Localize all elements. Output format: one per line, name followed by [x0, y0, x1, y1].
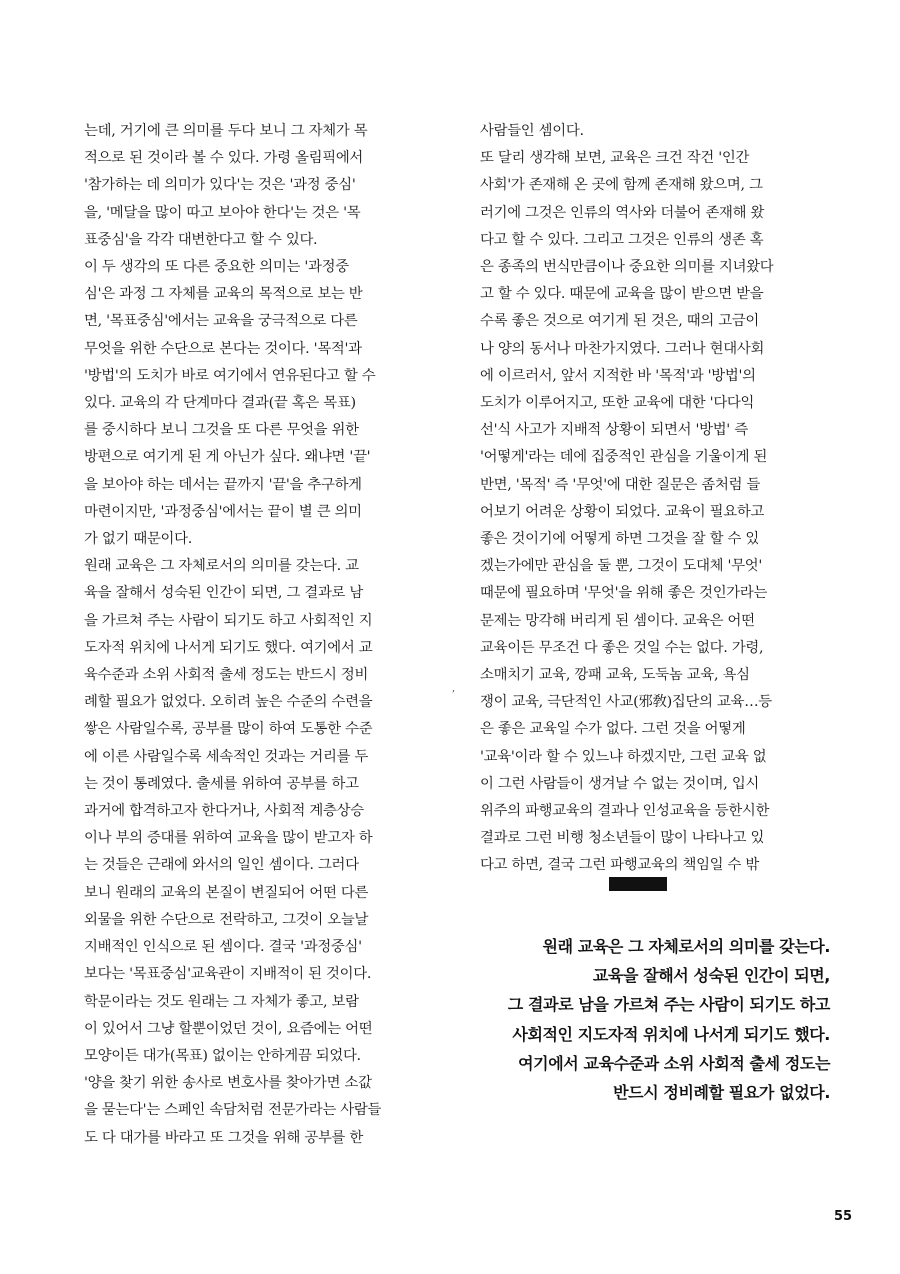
text-line: 는데, 거기에 큰 의미를 두다 보니 그 자체가 목	[84, 123, 368, 139]
text-line: 도 다 대가를 바라고 또 그것을 위해 공부를 한	[84, 1129, 364, 1146]
text-line: 는 것들은 근래에 와서의 일인 셈이다. 그러다	[84, 857, 359, 874]
text-line: 모양이든 대가(목표) 없이는 안하게끔 되었다.	[84, 1047, 361, 1064]
pull-quote-line: 원래 교육은 그 자체로서의 의미를 갖는다.	[542, 937, 830, 956]
pull-quote-line: 여기에서 교육수준과 소위 사회적 출세 정도는	[518, 1053, 830, 1073]
text-line: 무엇을 위한 수단으로 본다는 것이다. '목적'과	[84, 340, 362, 357]
text-line: 에 이른 사람일수록 세속적인 것과는 거리를 두	[84, 748, 369, 765]
text-line: 좋은 것이기에 어떻게 하면 그것을 잘 할 수 있	[480, 531, 760, 548]
text-line: 은 좋은 교육일 수가 없다. 그런 것을 어떻게	[480, 721, 746, 738]
text-line: 육수준과 소위 사회적 출세 정도는 반드시 정비	[84, 667, 369, 684]
text-line: 고 할 수 있다. 때문에 교육을 많이 받으면 받을	[480, 286, 764, 303]
text-line: 보니 원래의 교육의 본질이 변질되어 어떤 다른	[84, 884, 369, 901]
text-line: 지배적인 인식으로 된 셈이다. 결국 '과정중심'	[84, 939, 362, 956]
text-line: 를 중시하다 보니 그것을 또 다른 무엇을 위한	[84, 422, 359, 439]
text-line: '교육'이라 할 수 있느냐 하겠지만, 그런 교육 없	[480, 748, 767, 765]
text-line: 과거에 합격하고자 한다거나, 사회적 계층상승	[84, 803, 364, 820]
text-line: 문제는 망각해 버리게 된 셈이다. 교육은 어떤	[480, 612, 755, 629]
pull-quote	[450, 932, 830, 1107]
text-line: 마련이지만, '과정중심'에서는 끝이 별 큰 의미	[84, 503, 362, 520]
text-line: 이나 부의 증대를 위하여 교육을 많이 받고자 하	[84, 830, 373, 847]
text-line: 에 이르러서, 앞서 지적한 바 '목적'과 '방법'의	[480, 367, 756, 384]
pull-quote-line: 그 결과로 남을 가르쳐 주는 사람이 되기도 하고	[507, 995, 830, 1015]
text-line: 소매치기 교육, 깡패 교육, 도둑놈 교육, 욕심	[480, 667, 750, 684]
text-line: 위주의 파행교육의 결과나 인성교육을 등한시한	[480, 803, 770, 820]
text-line: 때문에 필요하며 '무엇'을 위해 좋은 것인가라는	[480, 585, 768, 602]
text-line: 반면, '목적' 즉 '무엇'에 대한 질문은 좀처럼 들	[480, 476, 761, 493]
text-line: 쌓은 사람일수록, 공부를 많이 하여 도통한 수준	[84, 721, 373, 738]
text-line: 학문이라는 것도 원래는 그 자체가 좋고, 보람	[84, 993, 359, 1010]
text-line: 은 종족의 번식만큼이나 중요한 의미를 지녀왔다	[480, 259, 774, 276]
text-line: 다고 할 수 있다. 그리고 그것은 인류의 생존 혹	[480, 231, 764, 248]
text-line: 방편으로 여기게 된 게 아닌가 싶다. 왜냐면 '끝'	[84, 449, 371, 466]
text-line: 사회'가 존재해 온 곳에 함께 존재해 왔으며, 그	[480, 177, 763, 194]
text-line: 심'은 과정 그 자체를 교육의 목적으로 보는 반	[84, 286, 363, 303]
text-line: 러기에 그것은 인류의 역사와 더불어 존재해 왔	[480, 204, 765, 221]
text-line: 도자적 위치에 나서게 되기도 했다. 여기에서 교	[84, 639, 373, 656]
text-line: 어보기 어려운 상황이 되었다. 교육이 필요하고	[480, 503, 765, 520]
text-line: 또 달리 생각해 보면, 교육은 크건 작건 '인간	[480, 150, 750, 167]
right-text-column	[480, 118, 832, 880]
text-line: 원래 교육은 그 자체로서의 의미를 갖는다. 교	[84, 558, 359, 575]
text-line: '어떻게'라는 데에 집중적인 관심을 기울이게 된	[480, 449, 768, 466]
text-line: '양을 찾기 위한 송사로 변호사를 찾아가면 소값	[84, 1075, 372, 1092]
text-line: 쟁이 교육, 극단적인 사교(邪敎)집단의 교육…등	[480, 694, 772, 711]
text-line: 을, '메달을 많이 따고 보아야 한다'는 것은 '목	[84, 204, 361, 221]
text-line: 겠는가에만 관심을 둘 뿐, 그것이 도대체 '무엇'	[480, 558, 763, 575]
text-line: 사람들인 셈이다.	[480, 123, 584, 139]
text-line: 결과로 그런 비행 청소년들이 많이 나타나고 있	[480, 830, 765, 847]
text-line: 이 있어서 그냥 할뿐이었던 것이, 요즘에는 어떤	[84, 1020, 373, 1037]
text-line: 을 가르쳐 주는 사람이 되기도 하고 사회적인 지	[84, 612, 373, 629]
text-line: 적으로 된 것이라 볼 수 있다. 가령 올림픽에서	[84, 150, 364, 167]
text-line: 선'식 사고가 지배적 상황이 되면서 '방법' 즉	[480, 422, 748, 439]
pull-quote-line: 교육을 잘해서 성숙된 인간이 되면,	[592, 966, 830, 986]
pull-quote-line: 사회적인 지도자적 위치에 나서게 되기도 했다.	[512, 1024, 830, 1044]
text-line: 가 없기 때문이다.	[84, 531, 193, 548]
text-line: 수록 좋은 것으로 여기게 된 것은, 때의 고금이	[480, 313, 760, 330]
text-line: 이 그런 사람들이 생겨날 수 없는 것이며, 입시	[480, 775, 760, 792]
pull-quote-line: 반드시 정비례할 필요가 없었다.	[613, 1083, 830, 1103]
text-line: 이 두 생각의 또 다른 중요한 의미는 '과정중	[84, 259, 349, 276]
page-number: 55	[834, 1209, 853, 1224]
text-line: 을 보아야 하는 데서는 끝까지 '끝'을 추구하게	[84, 476, 362, 493]
text-line: '방법'의 도치가 바로 여기에서 연유된다고 할 수	[84, 367, 376, 384]
text-line: 는 것이 통례였다. 출세를 위하여 공부를 하고	[84, 775, 359, 792]
pull-quote-bar	[609, 877, 667, 891]
text-line: 도치가 이루어지고, 또한 교육에 대한 '다다익	[480, 395, 755, 412]
text-line: 표중심'을 각각 대변한다고 할 수 있다.	[84, 231, 318, 248]
text-line: 보다는 '목표중심'교육관이 지배적이 된 것이다.	[84, 966, 372, 983]
text-line: 다고 하면, 결국 그런 파행교육의 책임일 수 밖	[480, 857, 760, 874]
text-line: 례할 필요가 없었다. 오히려 높은 수준의 수련을	[84, 694, 373, 711]
text-line: 교육이든 무조건 다 좋은 것일 수는 없다. 가령,	[480, 639, 764, 656]
text-line: 을 묻는다'는 스페인 속담처럼 전문가라는 사람들	[84, 1102, 382, 1119]
text-line: 면, '목표중심'에서는 교육을 궁극적으로 다른	[84, 313, 358, 330]
text-line: 외물을 위한 수단으로 전락하고, 그것이 오늘날	[84, 911, 369, 928]
text-line: 있다. 교육의 각 단계마다 결과(끝 혹은 목표)	[84, 395, 356, 412]
text-line: '참가하는 데 의미가 있다'는 것은 '과정 중심'	[84, 177, 356, 194]
left-text-column	[84, 118, 446, 1152]
text-line: 육을 잘해서 성숙된 인간이 되면, 그 결과로 남	[84, 585, 364, 602]
text-line: 나 양의 동서나 마찬가지였다. 그러나 현대사회	[480, 340, 765, 357]
margin-mark: ,	[452, 683, 456, 694]
